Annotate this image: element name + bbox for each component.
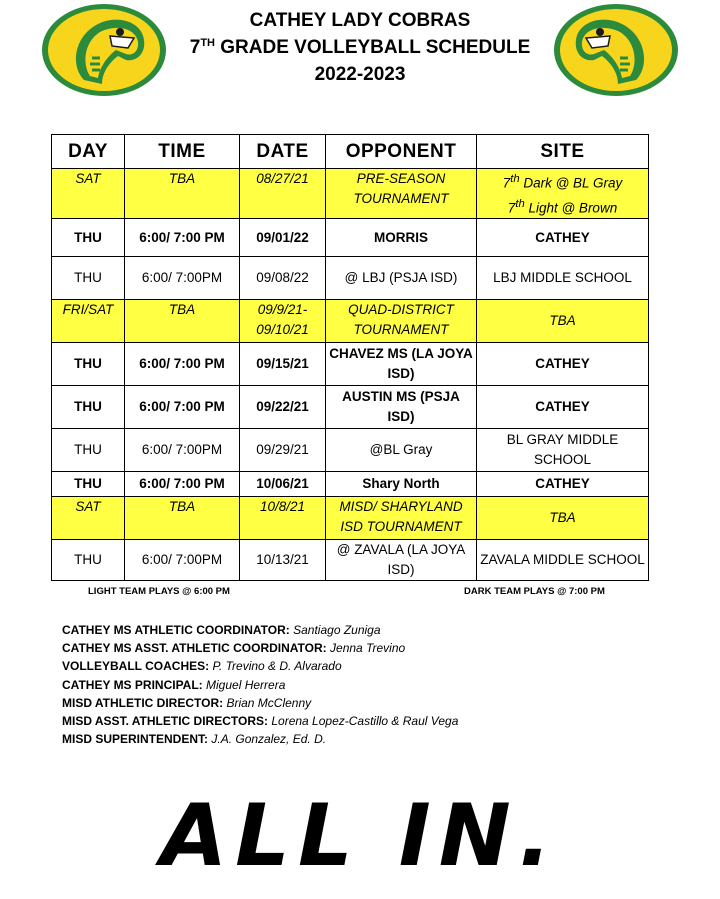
cell-day: SAT	[52, 497, 125, 540]
staff-value: Miguel Herrera	[206, 677, 286, 692]
season-title: 2022-2023	[314, 64, 406, 85]
cell-time: 6:00/ 7:00PM	[125, 257, 240, 300]
col-header-time: TIME	[125, 135, 240, 169]
cell-site: CATHEY	[477, 386, 649, 429]
staff-row	[62, 621, 458, 639]
cell-opponent: @ ZAVALA (LA JOYA ISD)	[326, 540, 477, 581]
staff-value: Brian McClenny	[226, 695, 312, 710]
cell-day: THU	[52, 386, 125, 429]
grade-number: 7	[189, 37, 201, 58]
grade-suffix: TH	[200, 37, 215, 49]
col-header-site: SITE	[477, 135, 649, 169]
cobra-logo-right	[552, 2, 680, 98]
cell-day: THU	[52, 219, 125, 257]
staff-row	[62, 694, 458, 712]
cell-day: THU	[52, 257, 125, 300]
cell-day: THU	[52, 472, 125, 497]
staff-row	[62, 639, 458, 657]
table-row	[52, 472, 649, 497]
staff-label: VOLLEYBALL COACHES:	[62, 659, 210, 674]
site-line-dark	[480, 169, 645, 194]
cell-site: ZAVALA MIDDLE SCHOOL	[477, 540, 649, 581]
cobra-logo-icon	[552, 2, 680, 98]
site-text: Dark @ BL Gray	[519, 175, 623, 191]
dark-team-note: DARK TEAM PLAYS @ 7:00 PM	[464, 586, 605, 597]
staff-value: P. Trevino & D. Alvarado	[212, 659, 342, 674]
site-text: Light @ Brown	[524, 200, 618, 215]
table-row	[52, 429, 649, 472]
cell-date: 09/29/21	[240, 429, 326, 472]
cell-opponent: CHAVEZ MS (LA JOYA ISD)	[326, 343, 477, 386]
staff-label: CATHEY MS PRINCIPAL:	[62, 677, 203, 692]
cell-date: 09/9/21- 09/10/21	[240, 300, 326, 343]
cell-opponent: MISD/ SHARYLAND ISD TOURNAMENT	[326, 497, 477, 540]
cobra-logo-left	[40, 2, 168, 98]
cell-date: 09/15/21	[240, 343, 326, 386]
col-header-day: DAY	[52, 135, 125, 169]
cell-date: 10/06/21	[240, 472, 326, 497]
table-row	[52, 300, 649, 343]
cell-opponent: @ LBJ (PSJA ISD)	[326, 257, 477, 300]
site-num: 7	[507, 200, 516, 215]
cell-time: TBA	[125, 300, 240, 343]
staff-label: MISD SUPERINTENDENT:	[62, 732, 209, 747]
site-num: 7	[502, 175, 511, 191]
staff-value: Santiago Zuniga	[293, 623, 381, 637]
cell-date: 10/13/21	[240, 540, 326, 581]
cell-site	[477, 169, 649, 219]
cell-opponent: QUAD-DISTRICT TOURNAMENT	[326, 300, 477, 343]
cell-time: 6:00/ 7:00PM	[125, 540, 240, 581]
cell-time: 6:00/ 7:00PM	[125, 429, 240, 472]
schedule-table	[51, 134, 649, 581]
cell-opponent: @BL Gray	[326, 429, 477, 472]
cell-site: CATHEY	[477, 343, 649, 386]
table-row	[52, 386, 649, 429]
cell-site: CATHEY	[477, 472, 649, 497]
table-row	[52, 540, 649, 581]
schedule-title-rest: GRADE VOLLEYBALL SCHEDULE	[214, 37, 531, 58]
cell-time: TBA	[125, 169, 240, 219]
page-header	[160, 7, 560, 88]
cell-opponent: PRE-SEASON TOURNAMENT	[326, 169, 477, 219]
cell-time: 6:00/ 7:00 PM	[125, 472, 240, 497]
cell-opponent: Shary North	[326, 472, 477, 497]
table-header-row	[52, 135, 649, 169]
staff-value: Jenna Trevino	[330, 641, 406, 656]
staff-list	[62, 621, 458, 748]
schedule-title	[160, 34, 560, 61]
cell-day: THU	[52, 343, 125, 386]
cell-opponent: AUSTIN MS (PSJA ISD)	[326, 386, 477, 429]
light-team-note: LIGHT TEAM PLAYS @ 6:00 PM	[88, 586, 230, 597]
cell-date: 09/08/22	[240, 257, 326, 300]
cell-date: 09/22/21	[240, 386, 326, 429]
cell-site: CATHEY	[477, 219, 649, 257]
cell-site: TBA	[477, 300, 649, 343]
staff-label: CATHEY MS ASST. ATHLETIC COORDINATOR:	[62, 641, 327, 656]
cell-time: 6:00/ 7:00 PM	[125, 219, 240, 257]
cell-date: 10/8/21	[240, 497, 326, 540]
table-row	[52, 219, 649, 257]
cell-day: SAT	[52, 169, 125, 219]
staff-row	[62, 676, 458, 694]
cell-time: TBA	[125, 497, 240, 540]
cell-time: 6:00/ 7:00 PM	[125, 343, 240, 386]
staff-row	[62, 730, 458, 748]
site-sup: th	[510, 173, 520, 185]
table-row	[52, 497, 649, 540]
slogan: ALL IN.	[160, 786, 560, 886]
staff-value: J.A. Gonzalez, Ed. D.	[211, 732, 327, 747]
cell-day: THU	[52, 540, 125, 581]
cell-date: 09/01/22	[240, 219, 326, 257]
cell-site: TBA	[477, 497, 649, 540]
cobra-logo-icon	[40, 2, 168, 98]
table-row	[52, 343, 649, 386]
staff-row	[62, 712, 458, 730]
cell-date: 08/27/21	[240, 169, 326, 219]
staff-label: CATHEY MS ATHLETIC COORDINATOR:	[62, 623, 290, 637]
col-header-date: DATE	[240, 135, 326, 169]
cell-opponent: MORRIS	[326, 219, 477, 257]
col-header-opponent: OPPONENT	[326, 135, 477, 169]
cell-day: THU	[52, 429, 125, 472]
table-row	[52, 257, 649, 300]
staff-value: Lorena Lopez-Castillo & Raul Vega	[271, 714, 459, 729]
cell-site: BL GRAY MIDDLE SCHOOL	[477, 429, 649, 472]
site-line-light	[480, 194, 645, 219]
staff-label: MISD ASST. ATHLETIC DIRECTORS:	[62, 714, 269, 729]
cell-day: FRI/SAT	[52, 300, 125, 343]
table-row	[52, 169, 649, 219]
cell-site: LBJ MIDDLE SCHOOL	[477, 257, 649, 300]
site-sup: th	[515, 197, 525, 210]
staff-row	[62, 657, 458, 675]
cell-time: 6:00/ 7:00 PM	[125, 386, 240, 429]
staff-label: MISD ATHLETIC DIRECTOR:	[62, 695, 224, 710]
team-title: CATHEY LADY COBRAS	[249, 10, 471, 31]
